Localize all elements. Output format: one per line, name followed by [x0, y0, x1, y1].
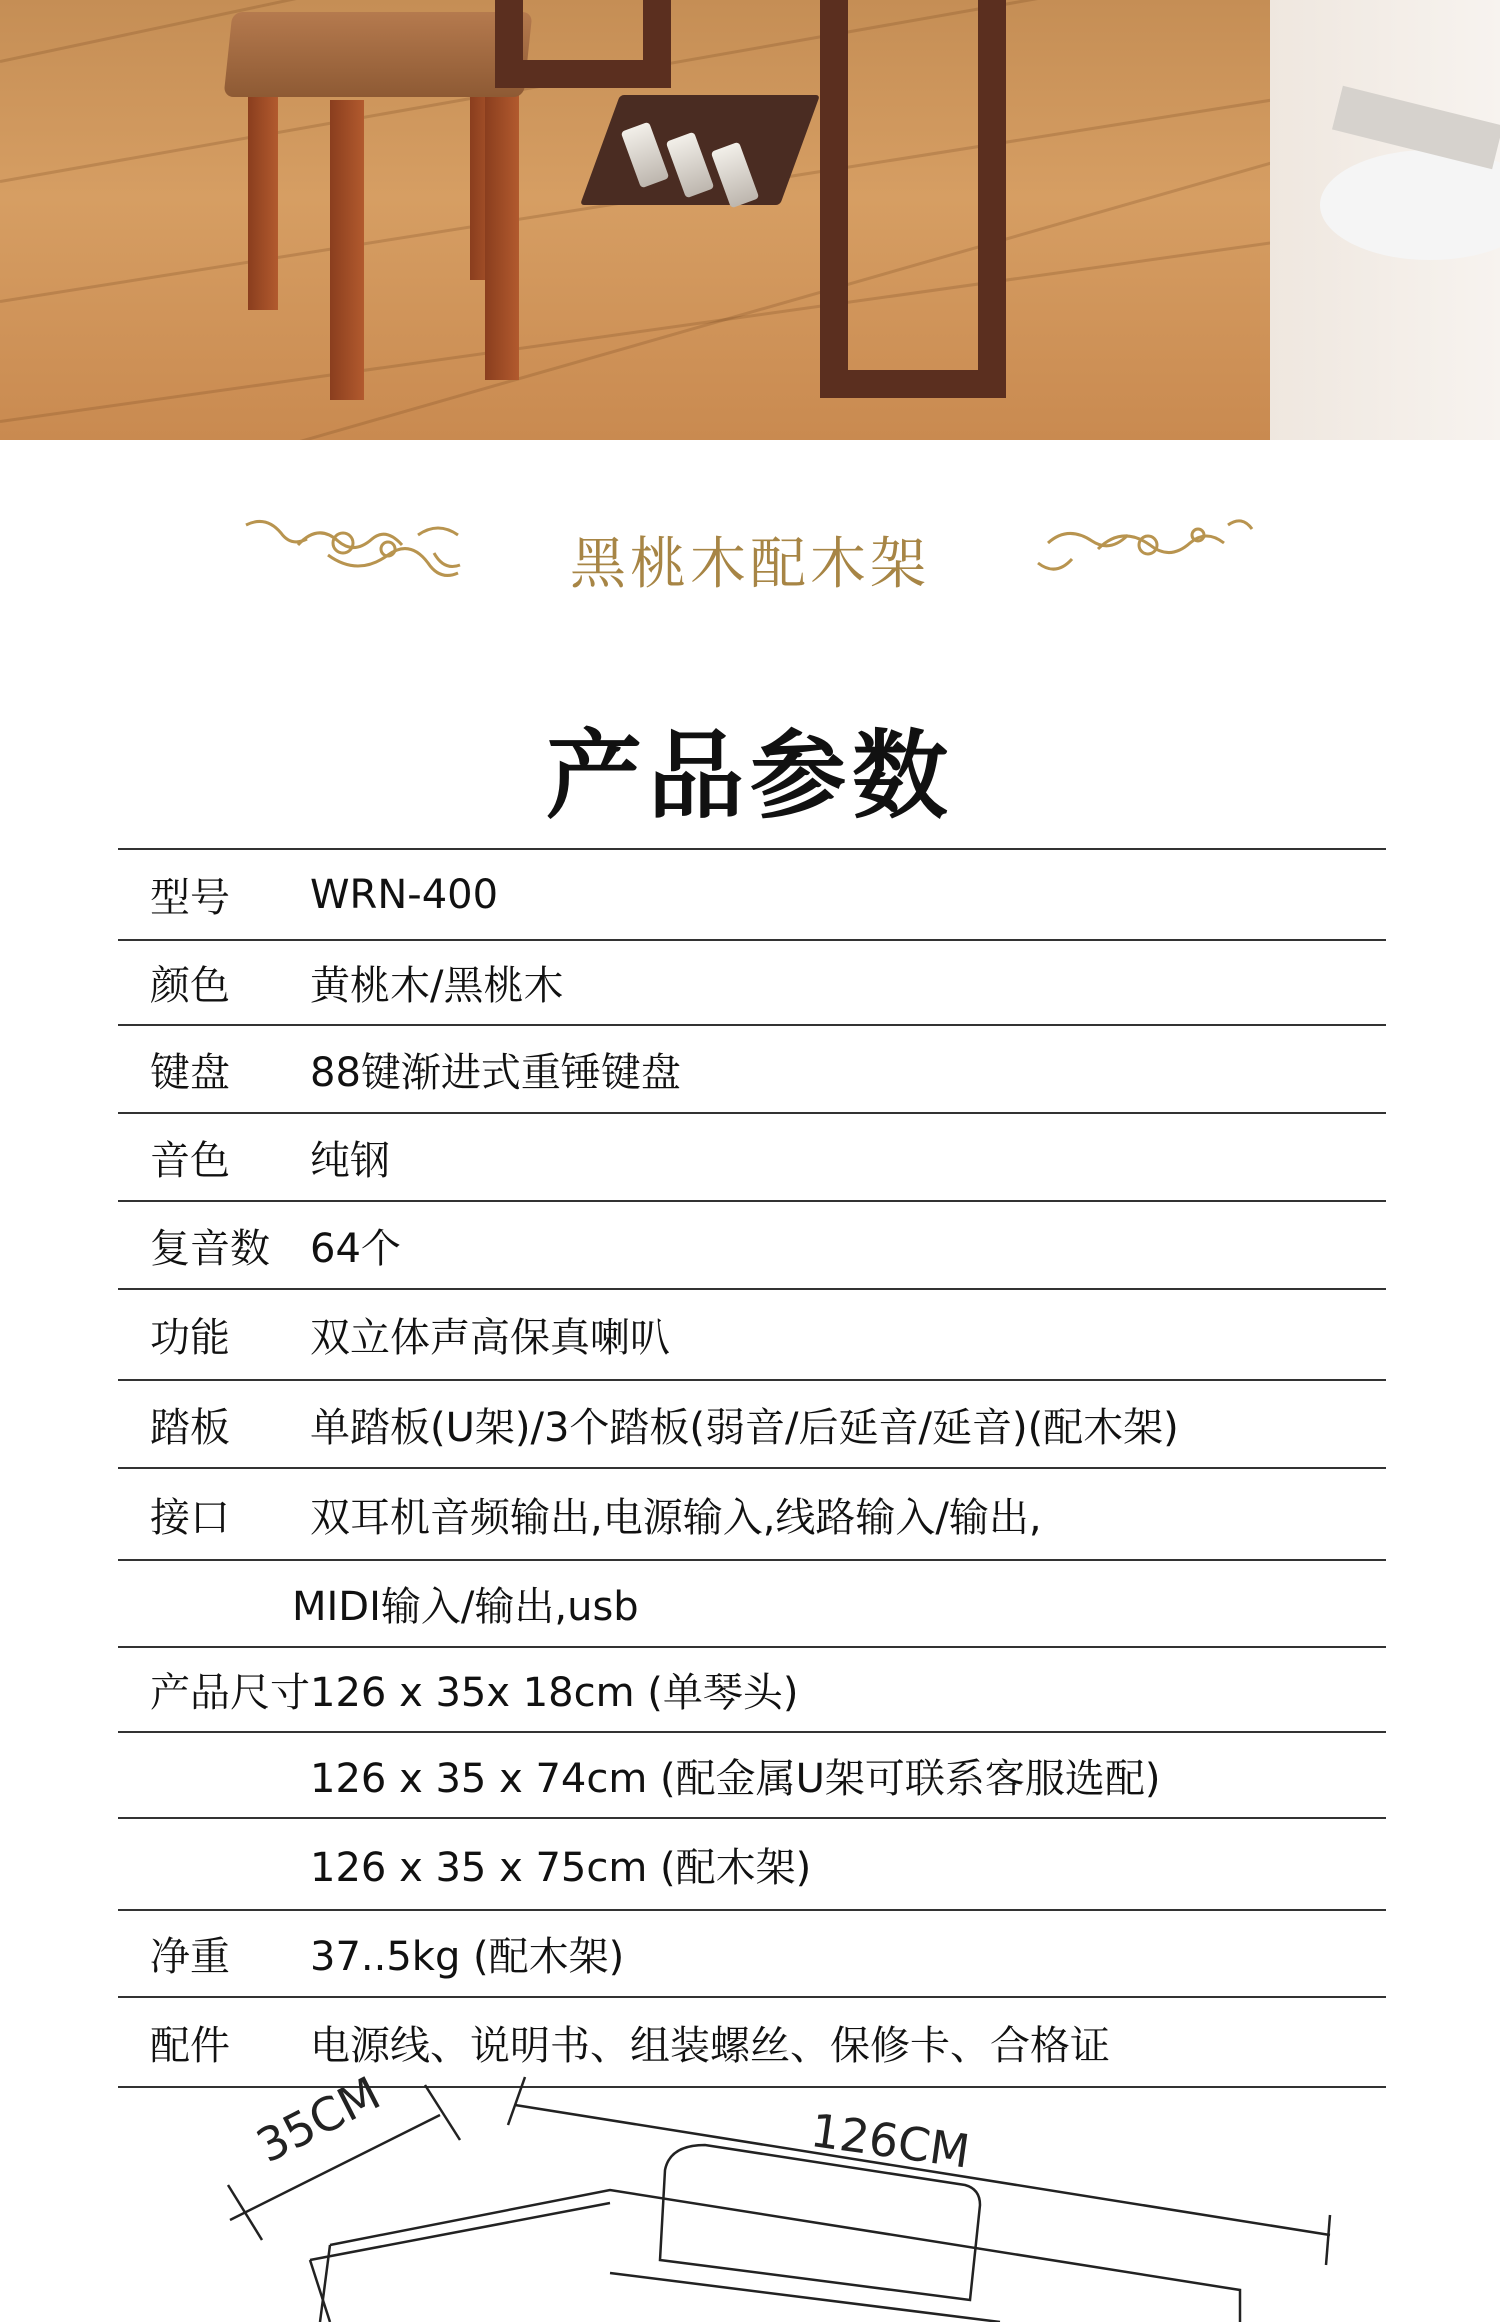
subtitle: 黑桃木配木架	[570, 532, 930, 597]
spec-value: 126 x 35 x 75cm (配木架)	[310, 1844, 812, 1891]
table-row	[118, 1026, 1386, 1114]
spec-label: 功能	[150, 1315, 230, 1361]
table-row	[118, 1290, 1386, 1381]
spec-label: 键盘	[150, 1049, 230, 1096]
spec-label: 配件	[150, 2022, 230, 2069]
spec-value: 双立体声高保真喇叭	[310, 1315, 670, 1361]
table-row	[118, 1733, 1386, 1819]
table-row	[118, 1819, 1386, 1911]
spec-value: 双耳机音频输出,电源输入,线路输入/输出,	[310, 1494, 1042, 1541]
section-title: 产品参数	[546, 719, 954, 832]
spec-value: 纯钢	[310, 1137, 390, 1184]
table-row	[118, 941, 1386, 1026]
spec-value: 126 x 35 x 74cm (配金属U架可联系客服选配)	[310, 1755, 1161, 1802]
table-row	[118, 1561, 1386, 1648]
table-row	[118, 1202, 1386, 1290]
hero-photo	[0, 0, 1500, 440]
stand-frame-right	[820, 0, 1006, 398]
width-label: 126CM	[807, 2103, 974, 2179]
spec-value: MIDI输入/输出,usb	[292, 1584, 639, 1630]
stool-seat	[224, 12, 533, 97]
spec-label: 颜色	[150, 963, 230, 1009]
stand-frame-left	[495, 0, 671, 88]
spec-value: WRN-400	[310, 871, 499, 918]
spec-value: 64个	[310, 1225, 401, 1272]
spec-label: 音色	[150, 1137, 230, 1184]
spec-label: 产品尺寸	[150, 1670, 310, 1716]
spec-label: 复音数	[150, 1225, 270, 1272]
piano-outline-icon	[0, 2065, 1500, 2322]
spec-value: 126 x 35x 18cm (单琴头)	[310, 1670, 799, 1716]
spec-label: 踏板	[150, 1404, 230, 1451]
table-row	[118, 1911, 1386, 1998]
spec-value: 电源线、说明书、组装螺丝、保修卡、合格证	[310, 2022, 1110, 2069]
spec-value: 单踏板(U架)/3个踏板(弱音/后延音/延音)(配木架)	[310, 1404, 1179, 1451]
table-row	[118, 1648, 1386, 1733]
table-row	[118, 1381, 1386, 1469]
ornament-right-icon	[1028, 505, 1258, 585]
ornament-left-icon	[238, 505, 468, 585]
spec-label: 型号	[150, 875, 230, 921]
table-row	[118, 850, 1386, 941]
spec-label: 接口	[150, 1494, 230, 1541]
depth-label: 35CM	[248, 2065, 389, 2174]
spec-value: 37..5kg (配木架)	[310, 1934, 625, 1980]
spec-value: 88键渐进式重锤键盘	[310, 1049, 681, 1096]
table-row	[118, 1469, 1386, 1561]
spec-table	[118, 848, 1386, 2088]
table-row	[118, 1114, 1386, 1202]
spec-label: 净重	[150, 1934, 230, 1980]
dimension-diagram	[0, 2065, 1500, 2322]
spec-value: 黄桃木/黑桃木	[310, 963, 564, 1009]
